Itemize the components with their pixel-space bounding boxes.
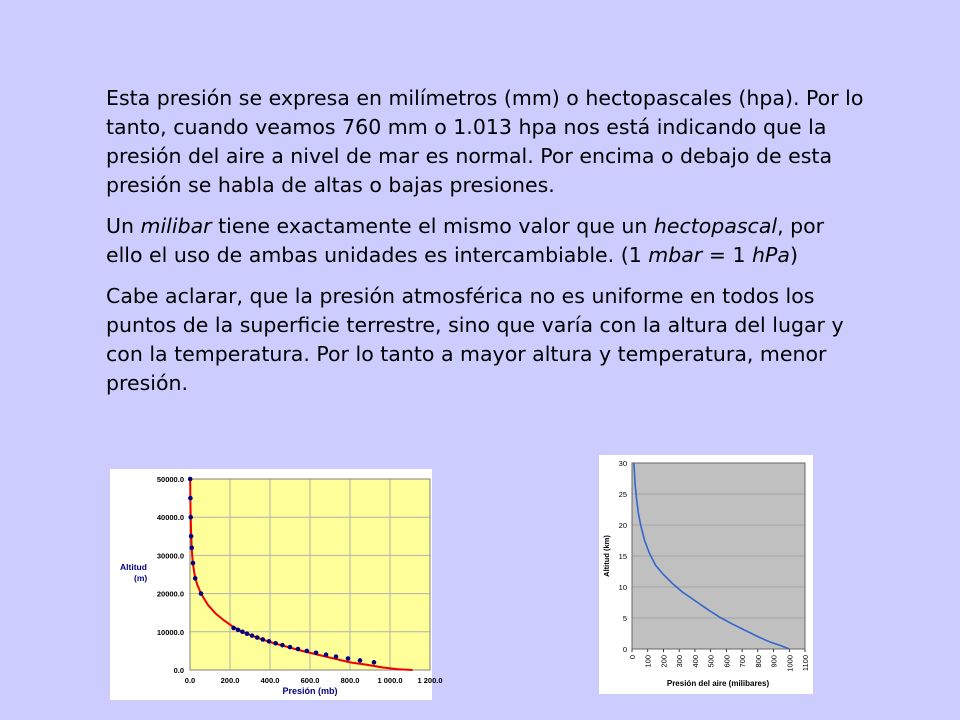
data-point bbox=[255, 635, 260, 640]
y-tick-label: 20000.0 bbox=[156, 589, 184, 599]
x-tick-label: 1 200.0 bbox=[417, 676, 443, 685]
data-point bbox=[324, 652, 329, 657]
y-tick-label: 15 bbox=[618, 552, 627, 561]
text-run: Esta presión se expresa en milímetros (mm) o hectopascales (hpa). Por lo tanto, cuando veamos 760 mm o 1.013 hpa nos está indicando que la presión del aire a nivel de mar es normal. Por encima o debajo de esta presión se habla de altas o bajas presiones. bbox=[106, 86, 864, 197]
data-point bbox=[193, 576, 198, 581]
chart-altitude-pressure-km-svg bbox=[599, 455, 813, 694]
x-tick-label: 0 bbox=[628, 655, 637, 660]
italic-term: mbar bbox=[648, 243, 703, 267]
paragraph-2 bbox=[106, 212, 866, 270]
x-tick-label: 800.0 bbox=[340, 676, 360, 685]
y-tick-label: 30000.0 bbox=[156, 551, 184, 561]
data-point bbox=[240, 630, 245, 635]
data-point bbox=[245, 631, 250, 636]
y-tick-label: 20 bbox=[618, 521, 627, 530]
x-tick-label: 1 000.0 bbox=[377, 676, 403, 685]
data-point bbox=[231, 626, 236, 631]
chart-altitude-pressure-meters-svg bbox=[110, 469, 443, 700]
data-point bbox=[267, 639, 272, 644]
y-tick-label: 10000.0 bbox=[156, 627, 184, 637]
paragraph-1 bbox=[106, 84, 866, 200]
y-axis-unit: (m) bbox=[134, 573, 148, 583]
data-point bbox=[334, 654, 339, 659]
x-tick-label: 700 bbox=[738, 655, 748, 668]
y-axis-title: Altitud (km) bbox=[602, 535, 611, 577]
x-tick-label: 900 bbox=[769, 655, 779, 668]
data-point bbox=[358, 658, 363, 663]
data-point bbox=[250, 633, 255, 638]
data-point bbox=[296, 647, 301, 652]
x-tick-label: 1000 bbox=[785, 655, 795, 672]
x-tick-label: 1100 bbox=[801, 655, 810, 672]
x-tick-label: 600 bbox=[722, 655, 732, 668]
main-text bbox=[106, 84, 866, 398]
x-tick-label: 800 bbox=[753, 655, 763, 668]
x-tick-label: 100 bbox=[643, 655, 653, 668]
y-tick-label: 5 bbox=[622, 614, 627, 623]
data-point bbox=[314, 651, 319, 656]
x-tick-label: 300 bbox=[675, 655, 685, 668]
italic-term: milibar bbox=[140, 214, 212, 238]
data-point bbox=[261, 637, 266, 642]
y-tick-label: 0.0 bbox=[173, 666, 184, 675]
x-tick-label: 200.0 bbox=[220, 676, 240, 685]
italic-term: hectopascal bbox=[653, 214, 778, 238]
data-point bbox=[288, 645, 293, 650]
data-point bbox=[273, 641, 278, 646]
chart-altitude-pressure-meters bbox=[110, 469, 443, 700]
text-run: Cabe aclarar, que la presión atmosférica no es uniforme en todos los puntos de la superficie terrestre, sino que varía con la altura del lugar y con la temperatura. Por lo tanto a mayor altura y temperatura, menor presión. bbox=[106, 284, 844, 395]
x-tick-label: 0.0 bbox=[184, 676, 196, 685]
text-run: tiene exactamente el mismo valor que un bbox=[211, 214, 654, 238]
y-tick-label: 30 bbox=[618, 459, 627, 468]
x-tick-label: 500 bbox=[706, 655, 716, 668]
x-axis-title: Presión del aire (milibares) bbox=[666, 679, 770, 688]
y-tick-label: 50000.0 bbox=[156, 475, 184, 484]
italic-term: hPa bbox=[752, 243, 790, 267]
chart-altitude-pressure-km bbox=[599, 455, 813, 694]
y-tick-label: 10 bbox=[618, 583, 627, 592]
data-point bbox=[191, 561, 196, 566]
data-point bbox=[372, 660, 377, 665]
x-tick-label: 400 bbox=[690, 655, 700, 668]
x-tick-label: 200 bbox=[659, 655, 669, 668]
data-point bbox=[188, 496, 193, 501]
data-point bbox=[199, 591, 204, 596]
x-tick-label: 600.0 bbox=[300, 676, 320, 685]
data-point bbox=[280, 643, 285, 648]
y-tick-label: 0 bbox=[622, 645, 627, 654]
data-point bbox=[188, 515, 193, 520]
data-point bbox=[189, 545, 194, 550]
text-run: , por ello el uso de ambas unidades es intercambiable. (1 bbox=[106, 214, 825, 267]
data-point bbox=[188, 477, 193, 482]
data-point bbox=[236, 628, 241, 633]
text-run: = 1 bbox=[702, 243, 753, 267]
x-axis-title: Presión (mb) bbox=[282, 686, 338, 696]
y-axis-title: Altitud bbox=[120, 562, 147, 572]
y-tick-label: 40000.0 bbox=[156, 513, 184, 523]
x-tick-label: 400.0 bbox=[260, 676, 280, 685]
text-run: Un bbox=[106, 214, 141, 238]
text-run: ) bbox=[789, 243, 798, 267]
data-point bbox=[346, 656, 351, 661]
y-tick-label: 25 bbox=[618, 490, 627, 499]
paragraph-3 bbox=[106, 282, 866, 398]
data-point bbox=[305, 649, 310, 654]
data-point bbox=[189, 534, 194, 539]
